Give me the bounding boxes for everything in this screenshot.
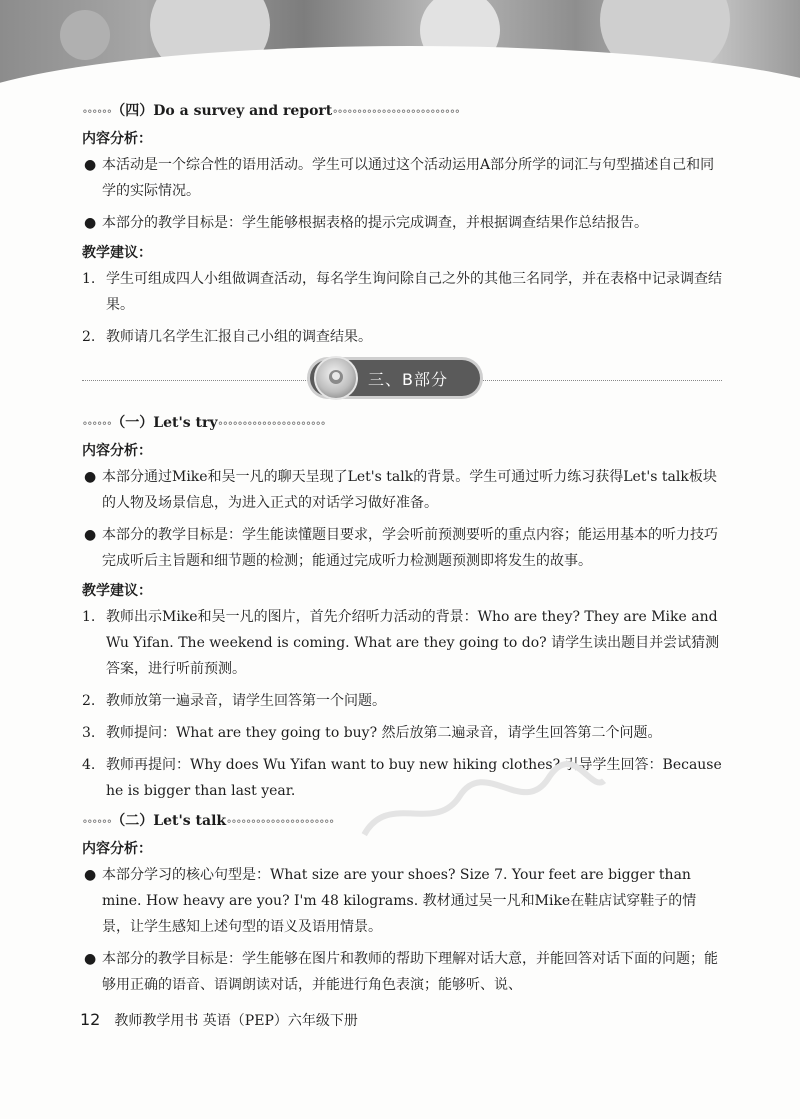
dot-leader: ∘∘∘∘∘∘∘∘∘∘∘∘∘∘∘∘∘∘∘∘∘∘ bbox=[217, 416, 325, 430]
list-item: ● 本部分的教学目标是：学生能够根据表格的提示完成调查，并根据调查结果作总结报告。 bbox=[82, 210, 722, 236]
content-analysis-label: 内容分析： bbox=[82, 131, 152, 147]
bullet-icon: ● bbox=[84, 951, 97, 967]
dot-leader: ∘∘∘∘∘∘∘∘∘∘∘∘∘∘∘∘∘∘∘∘∘∘ bbox=[226, 814, 334, 828]
list-item: 4. 教师再提问：Why does Wu Yifan want to buy new hiking clothes? 引导学生回答：Because he is bigger than last year. bbox=[82, 757, 722, 799]
list-item: 2. 教师放第一遍录音，请学生回答第一个问题。 bbox=[82, 693, 386, 709]
list-item: 1. 学生可组成四人小组做调查活动，每名学生询问除自己之外的其他三名同学，并在表格中记录调查结果。 bbox=[82, 271, 722, 313]
banner-flower-4 bbox=[60, 10, 110, 60]
list-item: ● 本部分学习的核心句型是：What size are your shoes? Size 7. Your feet are bigger than mine. How heavy are you? I'm 48 kilograms. 教材通过吴一凡和Mike在鞋店试穿鞋子的情景，让学生感知上述句型的语义及语用情景。 bbox=[82, 862, 722, 940]
list-item: ● 本部分的教学目标是：学生能读懂题目要求，学会听前预测要听的重点内容；能运用基本的听力技巧完成听后主旨题和细节题的检测；能通过完成听力检测题预测即将发生的故事。 bbox=[82, 522, 722, 574]
dot-leader: ∘∘∘∘∘∘ bbox=[82, 416, 112, 430]
dot-leader: ∘∘∘∘∘∘∘∘∘∘∘∘∘∘∘∘∘∘∘∘∘∘∘∘∘∘ bbox=[332, 104, 460, 118]
list-item: 2. 教师请几名学生汇报自己小组的调查结果。 bbox=[82, 329, 372, 345]
section4-heading bbox=[82, 100, 722, 122]
bullet-icon: ● bbox=[84, 157, 97, 173]
lets-talk-title: （二）Let's talk bbox=[111, 813, 227, 829]
part-b-badge bbox=[310, 360, 480, 396]
header-banner bbox=[0, 0, 800, 86]
content-analysis-label: 内容分析： bbox=[82, 443, 152, 459]
lets-try-heading bbox=[82, 412, 722, 434]
section4-title: （四）Do a survey and report bbox=[111, 103, 333, 119]
dot-leader: ∘∘∘∘∘∘ bbox=[82, 814, 112, 828]
content-analysis-label: 内容分析： bbox=[82, 841, 152, 857]
page-content bbox=[82, 100, 722, 1004]
page-number: 12 bbox=[80, 1010, 101, 1029]
part-b-label: 三、B部分 bbox=[368, 369, 448, 389]
dot-leader: ∘∘∘∘∘∘ bbox=[82, 104, 112, 118]
teaching-suggestion-label: 教学建议： bbox=[82, 583, 152, 599]
bullet-icon: ● bbox=[84, 469, 97, 485]
bullet-icon: ● bbox=[84, 867, 97, 883]
book-title: 教师教学用书 英语（PEP）六年级下册 bbox=[114, 1013, 358, 1029]
list-item: ● 本部分的教学目标是：学生能够在图片和教师的帮助下理解对话大意，并能回答对话下面的问题；能够用正确的语音、语调朗读对话，并能进行角色表演；能够听、说、 bbox=[82, 946, 722, 998]
bullet-icon: ● bbox=[84, 215, 97, 231]
teaching-suggestion-label: 教学建议： bbox=[82, 245, 152, 261]
list-item: ● 本活动是一个综合性的语用活动。学生可以通过这个活动运用A部分所学的词汇与句型描述自己和同学的实际情况。 bbox=[82, 152, 722, 204]
lets-try-title: （一）Let's try bbox=[111, 415, 218, 431]
page-footer bbox=[80, 1010, 358, 1030]
bullet-icon: ● bbox=[84, 527, 97, 543]
list-item: 1. 教师出示Mike和吴一凡的图片，首先介绍听力活动的背景：Who are they? They are Mike and Wu Yifan. The weekend is coming. What are they going to do? 请学生读出题目并尝试猜测答案，进行听前预测。 bbox=[82, 609, 720, 677]
medallion-icon bbox=[314, 356, 358, 400]
list-item: ● 本部分通过Mike和吴一凡的聊天呈现了Let's talk的背景。学生可通过听力练习获得Let's talk板块的人物及场景信息，为进入正式的对话学习做好准备。 bbox=[82, 464, 722, 516]
list-item: 3. 教师提问：What are they going to buy? 然后放第二遍录音，请学生回答第二个问题。 bbox=[82, 725, 662, 741]
part-b-divider bbox=[82, 360, 722, 400]
